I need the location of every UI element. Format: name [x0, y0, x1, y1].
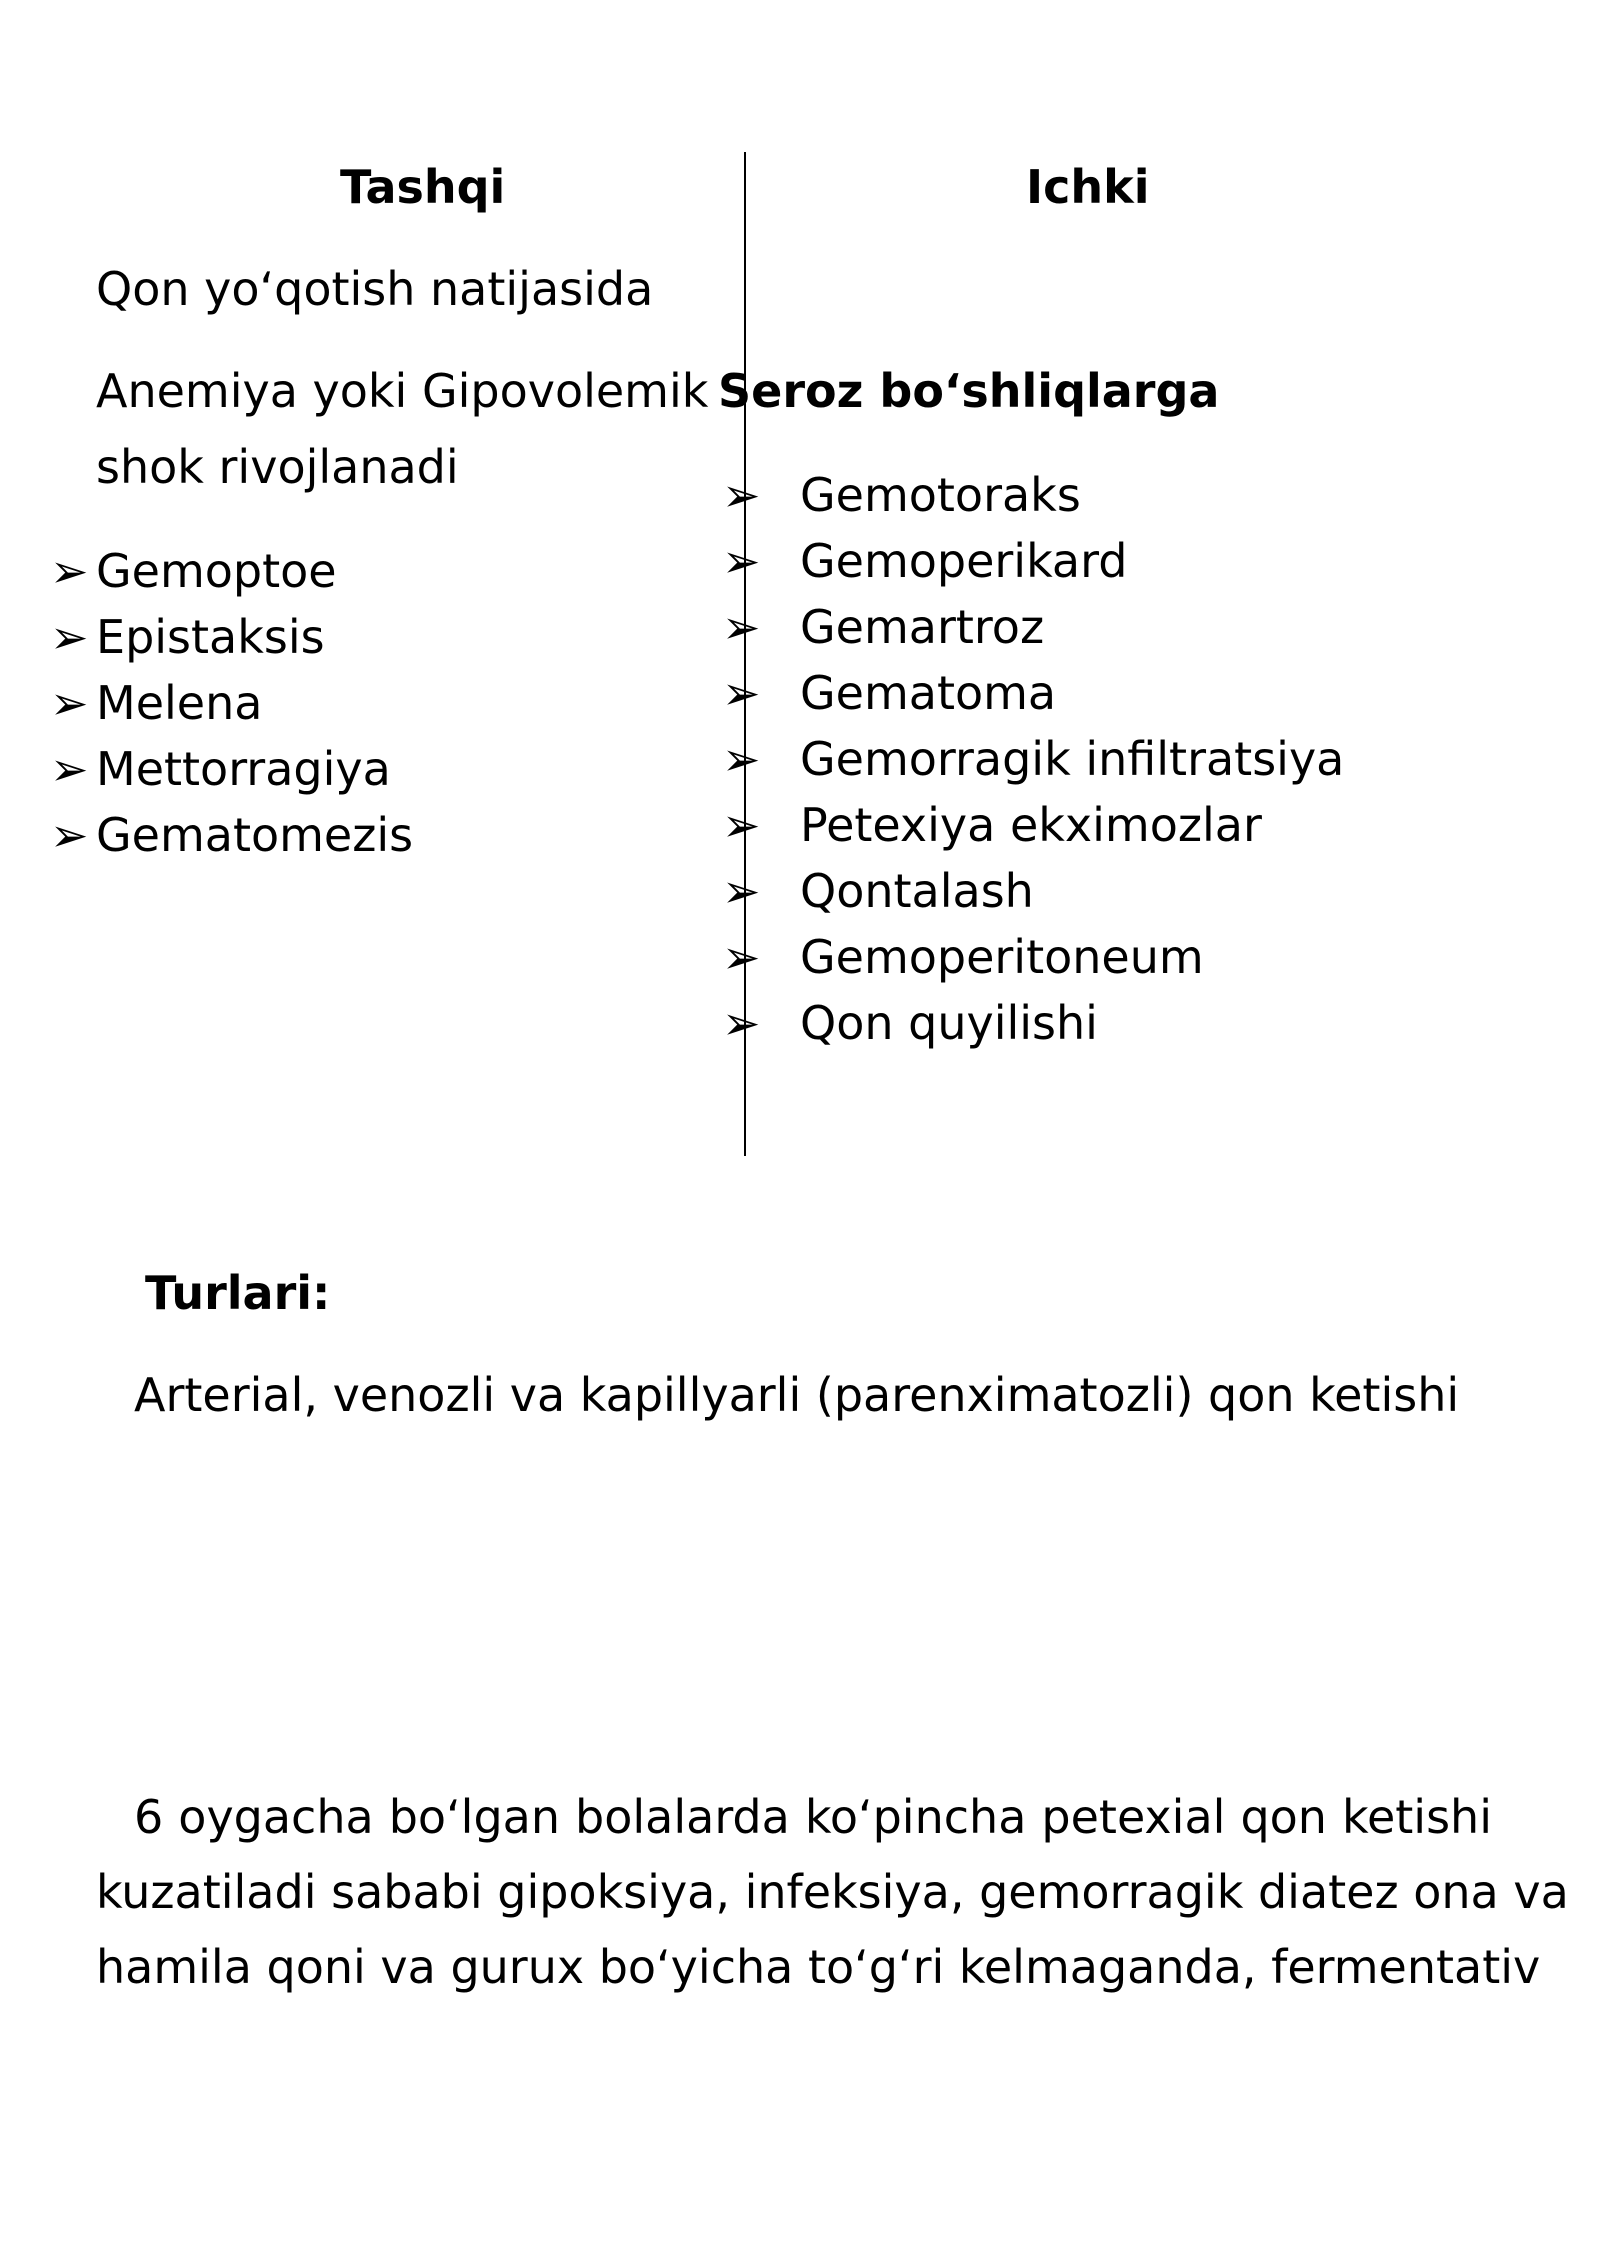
list-item	[722, 930, 1204, 984]
arrowhead-icon: ➢	[722, 930, 761, 984]
list-item	[50, 544, 337, 598]
list-item-label: Qontalash	[800, 864, 1034, 918]
right-column-heading: Ichki	[1026, 160, 1150, 214]
arrowhead-icon: ➢	[722, 600, 761, 654]
arrowhead-icon: ➢	[50, 676, 89, 730]
arrowhead-icon: ➢	[722, 732, 761, 786]
types-heading: Turlari:	[145, 1266, 331, 1320]
list-item-label: Mettorragiya	[96, 742, 391, 796]
paragraph-line: 6 oygacha bo‘lgan bolalarda ko‘pincha petexial qon ketishi	[134, 1790, 1492, 1844]
left-column-result-line2: shok rivojlanadi	[96, 440, 459, 494]
list-item-label: Gemoperitoneum	[800, 930, 1204, 984]
right-column-subheading: Seroz bo‘shliqlarga	[718, 364, 1220, 418]
paragraph-line: hamila qoni va gurux bo‘yicha to‘g‘ri kelmaganda, fermentativ	[96, 1940, 1541, 1994]
list-item	[50, 676, 263, 730]
types-text: Arterial, venozli va kapillyarli (parenximatozli) qon ketishi	[134, 1368, 1460, 1422]
list-item	[50, 808, 414, 862]
arrowhead-icon: ➢	[50, 544, 89, 598]
arrowhead-icon: ➢	[722, 864, 761, 918]
arrowhead-icon: ➢	[722, 996, 761, 1050]
list-item-label: Gemoperikard	[800, 534, 1128, 588]
list-item	[722, 534, 1128, 588]
list-item	[722, 798, 1262, 852]
arrowhead-icon: ➢	[722, 534, 761, 588]
list-item	[722, 864, 1034, 918]
list-item-label: Qon quyilishi	[800, 996, 1098, 1050]
left-column-heading: Tashqi	[340, 160, 506, 214]
list-item	[722, 732, 1345, 786]
list-item-label: Gematoma	[800, 666, 1057, 720]
arrowhead-icon: ➢	[50, 610, 89, 664]
list-item	[722, 996, 1098, 1050]
list-item-label: Petexiya ekximozlar	[800, 798, 1262, 852]
list-item-label: Melena	[96, 676, 263, 730]
list-item	[722, 666, 1057, 720]
list-item-label: Gemartroz	[800, 600, 1045, 654]
list-item-label: Gemorragik infiltratsiya	[800, 732, 1345, 786]
arrowhead-icon: ➢	[722, 798, 761, 852]
arrowhead-icon: ➢	[50, 742, 89, 796]
list-item-label: Gemotoraks	[800, 468, 1081, 522]
list-item-label: Gematomezis	[96, 808, 414, 862]
left-column-cause: Qon yo‘qotish natijasida	[96, 262, 654, 316]
list-item	[722, 600, 1045, 654]
body-paragraph	[96, 1780, 1569, 2005]
left-column-result-line1: Anemiya yoki Gipovolemik	[96, 364, 709, 418]
list-item	[50, 610, 325, 664]
list-item-label: Gemoptoe	[96, 544, 337, 598]
paragraph-line: kuzatiladi sababi gipoksiya, infeksiya, gemorragik diatez ona va	[96, 1865, 1569, 1919]
arrowhead-icon: ➢	[722, 468, 761, 522]
list-item	[50, 742, 391, 796]
list-item-label: Epistaksis	[96, 610, 325, 664]
arrowhead-icon: ➢	[722, 666, 761, 720]
arrowhead-icon: ➢	[50, 808, 89, 862]
list-item	[722, 468, 1081, 522]
